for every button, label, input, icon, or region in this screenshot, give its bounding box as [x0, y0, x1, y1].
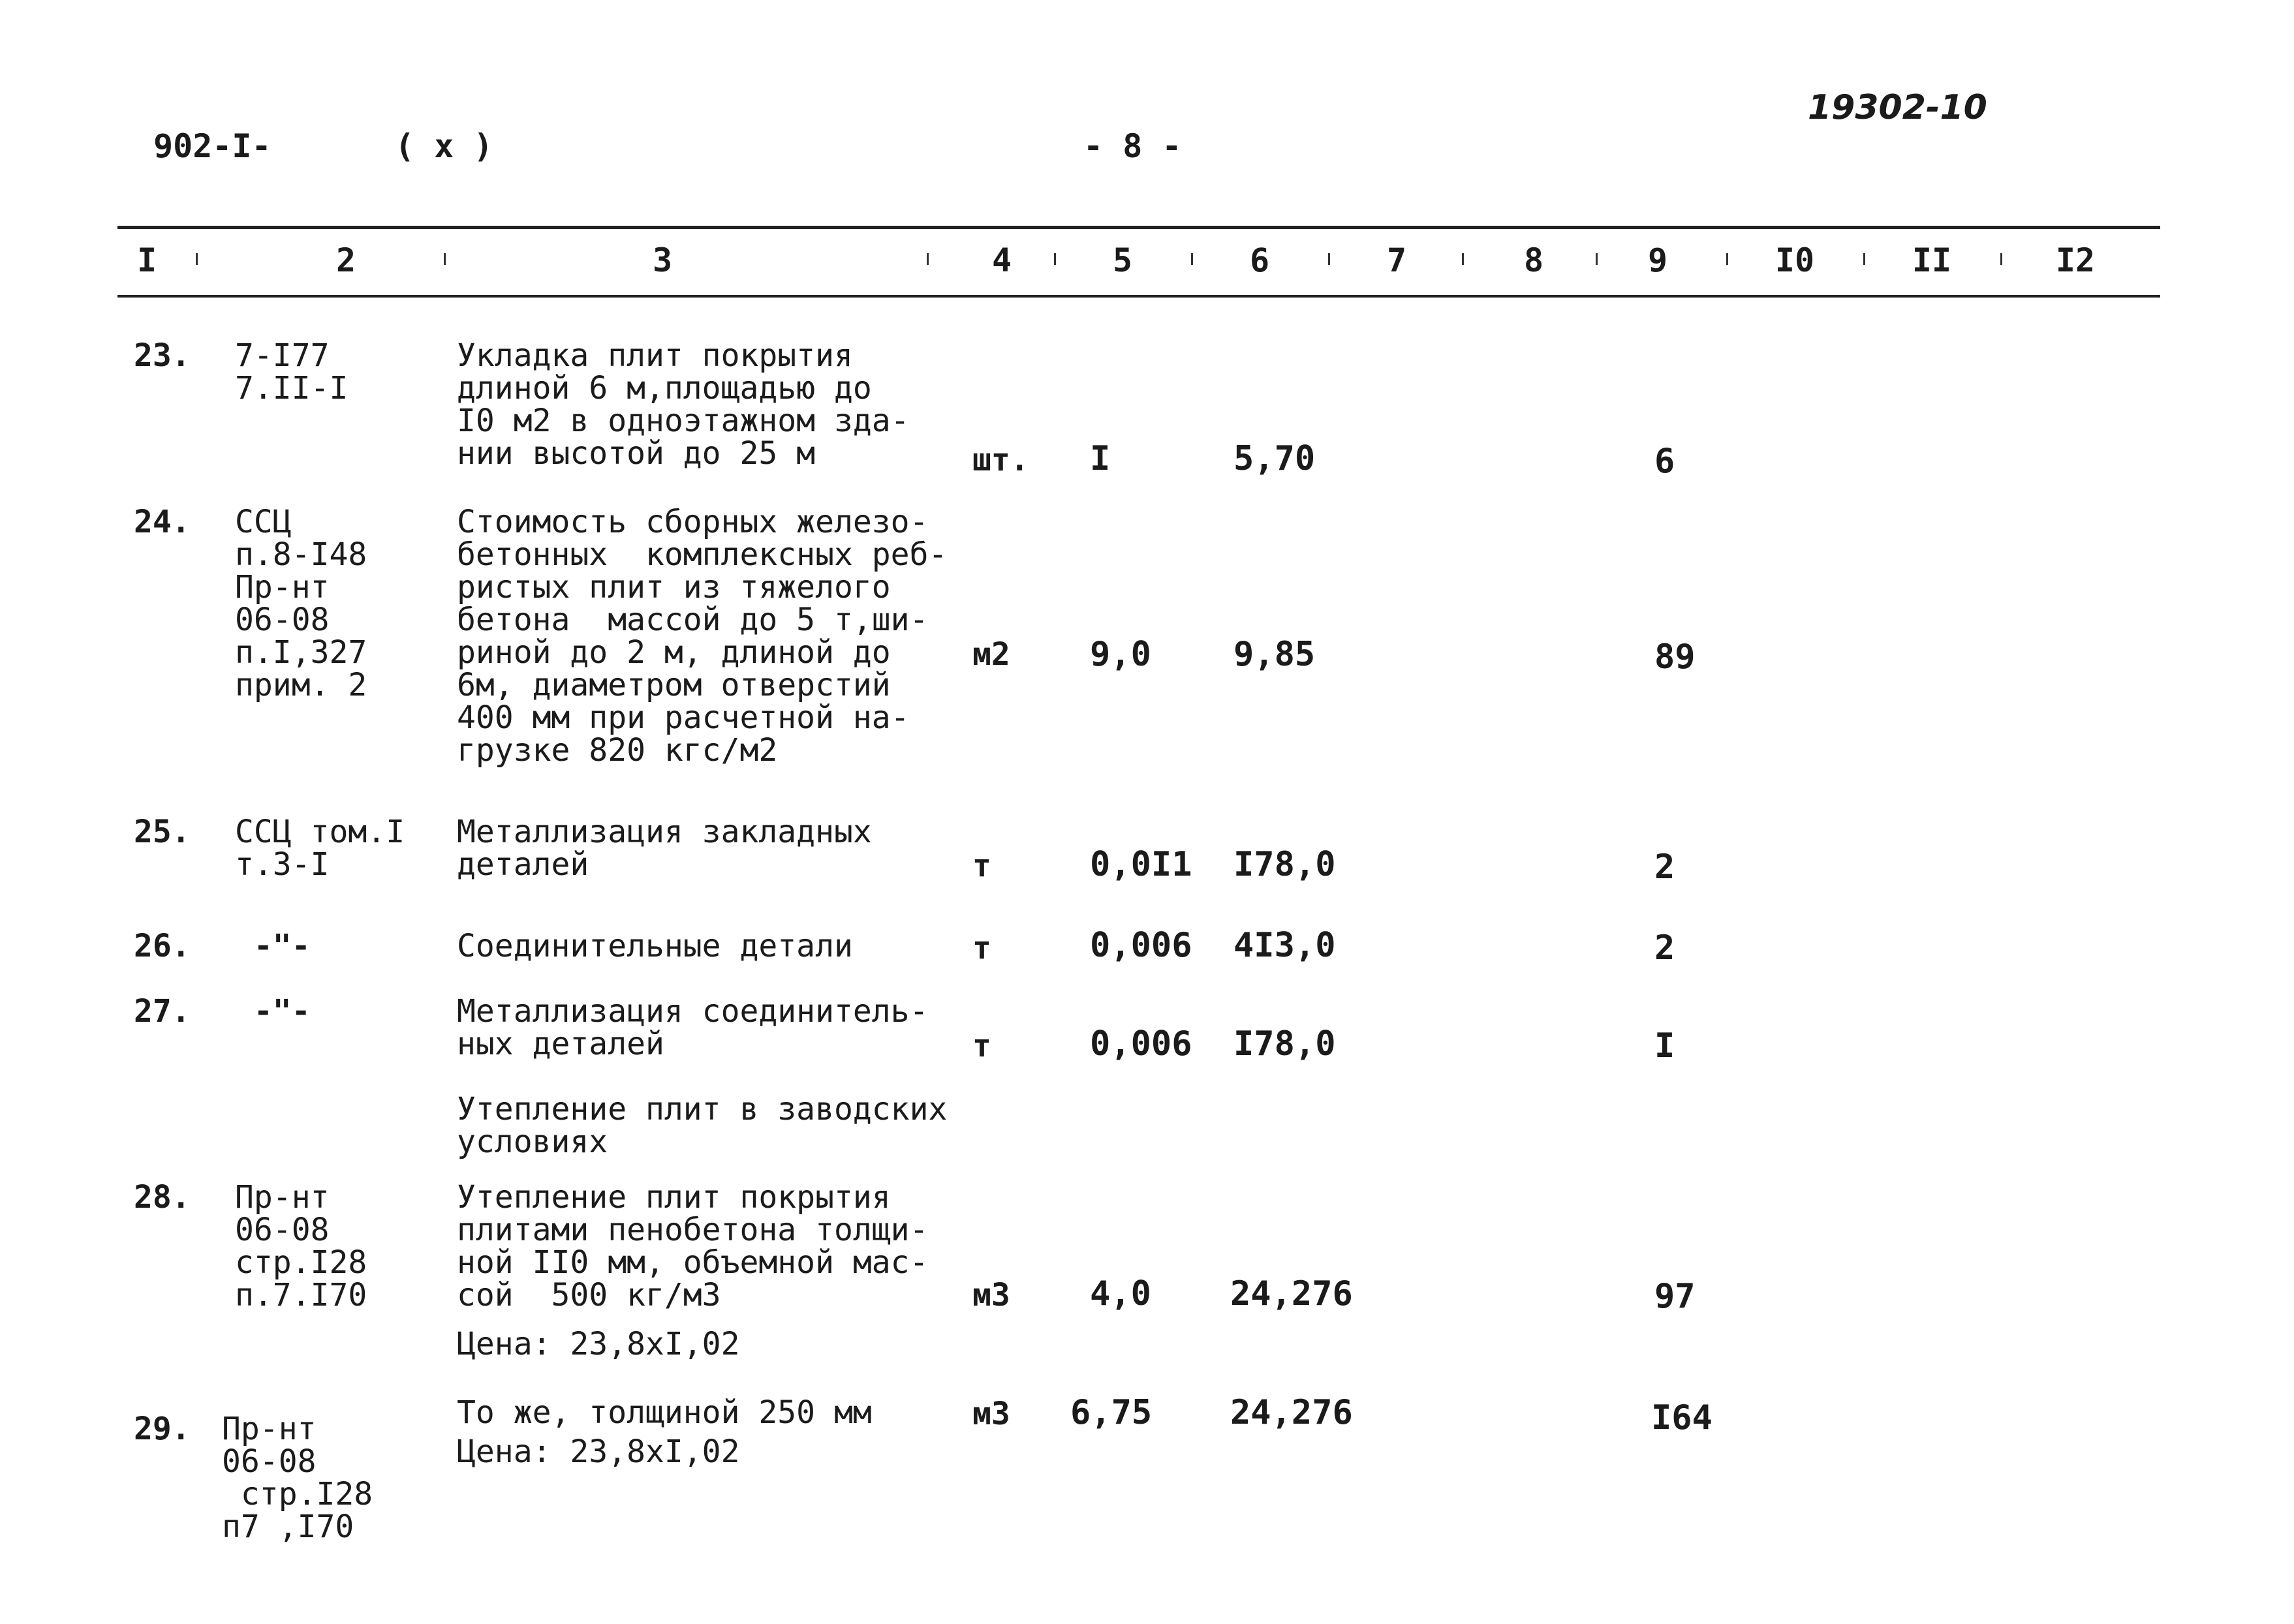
row-quantity: 0,006	[1090, 926, 1192, 965]
col-separator	[1863, 253, 1865, 265]
col-separator	[927, 253, 929, 265]
col-header-1: I	[136, 241, 157, 279]
row-reference-ditto: -"-	[235, 928, 311, 964]
row-number: 29.	[134, 1411, 191, 1447]
row-total: 2	[1654, 928, 1675, 968]
handwritten-stamp: 19302-10	[1808, 88, 1987, 127]
row-quantity: 9,0	[1090, 635, 1151, 674]
row-number: 25.	[134, 814, 191, 850]
row-price: 5,70	[1233, 439, 1316, 478]
row-number: 27.	[134, 993, 191, 1030]
row-price: I78,0	[1233, 1024, 1336, 1064]
row-unit: м2	[972, 636, 1010, 673]
col-header-8: 8	[1523, 241, 1544, 279]
col-separator	[196, 253, 198, 265]
row-total: 2	[1654, 848, 1675, 887]
col-header-7: 7	[1386, 241, 1407, 279]
col-separator	[1328, 253, 1330, 265]
row-quantity: 4,0	[1090, 1274, 1151, 1313]
row-reference: ССЦ п.8-I48 Пр-нт 06-08 п.I,327 прим. 2	[235, 504, 367, 703]
row-reference: ССЦ том.I т.3-I	[235, 814, 405, 883]
row-unit: м3	[972, 1396, 1010, 1432]
row-price-note: Цена: 23,8xI,02	[457, 1326, 740, 1362]
row-reference: Пр-нт 06-08 стр.I28 п.7.I70	[235, 1179, 367, 1313]
row-description: Укладка плит покрытия длиной 6 м,площадью до I0 м2 в одноэтажном зда- нии высотой до 25 м	[457, 337, 910, 472]
row-quantity: I	[1090, 439, 1111, 478]
row-unit: т	[972, 848, 991, 884]
row-price: 24,276	[1230, 1393, 1353, 1432]
row-total: I	[1654, 1026, 1675, 1065]
row-number: 23.	[134, 337, 191, 374]
col-header-3: 3	[652, 241, 673, 279]
row-description: Металлизация закладных деталей	[457, 814, 872, 883]
col-separator	[1726, 253, 1728, 265]
document-variant: ( x )	[395, 127, 493, 165]
row-unit: т	[972, 930, 991, 966]
col-header-4: 4	[991, 241, 1012, 279]
section-heading: Утепление плит в заводских условиях	[457, 1091, 948, 1160]
row-total: 89	[1654, 637, 1696, 677]
row-number: 26.	[134, 928, 191, 964]
col-separator	[2000, 253, 2002, 265]
row-price: I78,0	[1233, 845, 1336, 884]
col-header-10: I0	[1775, 241, 1815, 279]
row-description: Соединительные детали	[457, 928, 853, 964]
row-unit: м3	[972, 1277, 1010, 1313]
row-quantity: 0,006	[1090, 1024, 1192, 1064]
row-total: I64	[1651, 1398, 1713, 1437]
row-reference-ditto: -"-	[235, 993, 311, 1030]
col-separator	[444, 253, 446, 265]
page-number: - 8 -	[1083, 127, 1182, 165]
row-total: 97	[1654, 1277, 1696, 1316]
col-separator	[1054, 253, 1056, 265]
row-price-note: Цена: 23,8xI,02	[457, 1433, 740, 1470]
col-separator	[1191, 253, 1193, 265]
row-number: 28.	[134, 1179, 191, 1216]
col-header-11: II	[1912, 241, 1952, 279]
col-separator	[1462, 253, 1464, 265]
document-code: 902-I-	[153, 127, 271, 165]
row-description: Металлизация соединитель- ных деталей	[457, 993, 929, 1062]
row-quantity: 0,0I1	[1090, 845, 1192, 884]
row-description: Утепление плит покрытия плитами пенобетона толщи- ной II0 мм, объемной мас- сой 500 кг/м3	[457, 1179, 929, 1313]
row-description: Стоимость сборных железо- бетонных комплексных реб- ристых плит из тяжелого бетона массой до 5 т,ши- риной до 2 м, длиной до 6м, диаметром отверстий 400 мм при расчетной на- грузке 820 кгс/м2	[457, 504, 948, 769]
col-header-9: 9	[1647, 241, 1668, 279]
row-total: 6	[1654, 442, 1675, 481]
row-price: 4I3,0	[1233, 926, 1336, 965]
row-unit: шт.	[972, 442, 1029, 478]
col-header-12: I2	[2055, 241, 2096, 279]
row-price: 9,85	[1233, 635, 1316, 674]
row-reference: Пр-нт 06-08 стр.I28 п7 ,I70	[222, 1411, 373, 1545]
table-top-rule	[117, 226, 2160, 229]
col-header-2: 2	[335, 241, 356, 279]
row-price: 24,276	[1230, 1274, 1353, 1313]
col-header-5: 5	[1112, 241, 1133, 279]
col-header-6: 6	[1249, 241, 1270, 279]
table-header-rule	[117, 295, 2160, 298]
row-quantity: 6,75	[1070, 1393, 1153, 1432]
row-unit: т	[972, 1028, 991, 1064]
row-reference: 7-I77 7.II-I	[235, 337, 349, 406]
row-number: 24.	[134, 504, 191, 540]
col-separator	[1596, 253, 1598, 265]
row-description: То же, толщиной 250 мм	[457, 1394, 872, 1431]
